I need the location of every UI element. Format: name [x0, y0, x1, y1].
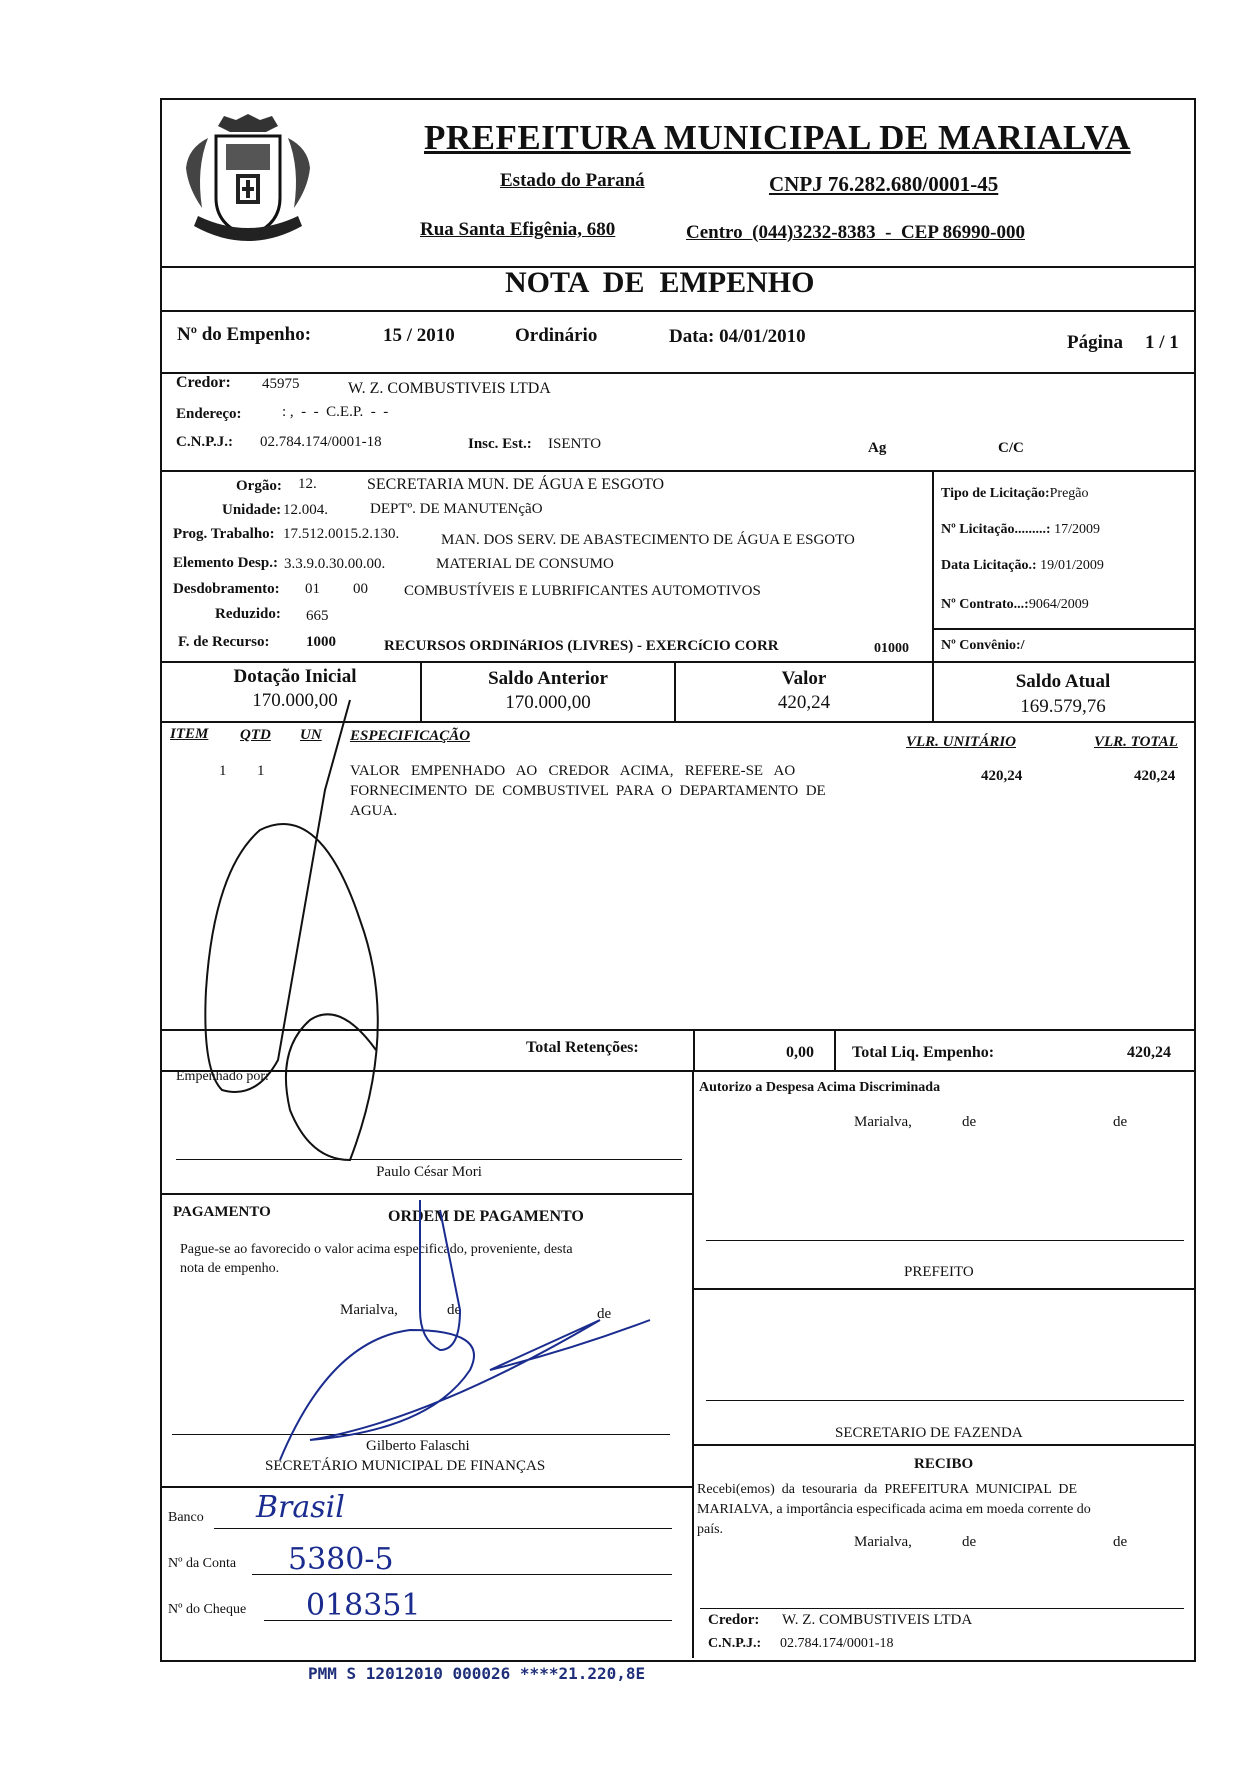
licitacao-num: Nº Licitação.........: 17/2009 — [941, 522, 1100, 537]
pagamento-city: Marialva, — [340, 1302, 398, 1318]
liq-label: Total Liq. Empenho: — [852, 1044, 995, 1061]
reduzido-label: Reduzido: — [215, 606, 281, 622]
credor-label: Credor: — [176, 374, 231, 391]
retencoes-value: 0,00 — [786, 1044, 814, 1061]
licitacao-data: Data Licitação.: 19/01/2009 — [941, 558, 1104, 573]
dotacao-label: Dotação Inicial — [233, 666, 357, 687]
ag-label: Ag — [868, 440, 887, 456]
col-qtd: QTD — [240, 727, 271, 743]
credor-name: W. Z. COMBUSTIVEIS LTDA — [348, 380, 551, 397]
orgao-label: Orgão: — [236, 478, 282, 494]
desd-name: COMBUSTÍVEIS E LUBRIFICANTES AUTOMOTIVOS — [404, 583, 761, 599]
desd-code1: 01 — [305, 581, 320, 597]
prog-label: Prog. Trabalho: — [173, 526, 275, 542]
row-unit: 420,24 — [981, 768, 1023, 784]
state-name: Estado do Paraná — [500, 170, 645, 191]
insc-label: Insc. Est.: — [468, 436, 532, 452]
pagamento-text-2: nota de empenho. — [180, 1261, 280, 1276]
desd-code2: 00 — [353, 581, 368, 597]
licitacao-convenio: Nº Convênio:/ — [941, 638, 1025, 653]
saldo-atual-label: Saldo Atual — [1015, 671, 1111, 692]
address-label: Endereço: — [176, 406, 242, 422]
street-address: Rua Santa Efigênia, 680 — [420, 219, 616, 240]
recibo-text-2: MARIALVA, a importância especificada acima em moeda corrente do — [697, 1502, 1091, 1517]
licitacao-tipo-label: Tipo de Licitação:Pregão — [941, 486, 1089, 501]
unidade-name: DEPTº. DE MANUTENçãO — [370, 501, 543, 517]
autorizo-de1: de — [962, 1114, 977, 1130]
row-spec-2: FORNECIMENTO DE COMBUSTIVEL PARA O DEPARTAMENTO DE — [350, 783, 826, 799]
pagamento-de1: de — [447, 1302, 462, 1318]
page-number: 1 / 1 — [1145, 332, 1179, 353]
row-qtd: 1 — [257, 763, 265, 779]
address-contact: Centro (044)3232-8383 - CEP 86990-000 — [686, 222, 1025, 243]
signer-role: SECRETÁRIO MUNICIPAL DE FINANÇAS — [265, 1458, 546, 1474]
desd-label: Desdobramento: — [173, 581, 280, 597]
signature-paulo — [200, 690, 440, 1170]
recibo-de1: de — [962, 1534, 977, 1550]
credor-address: : , - - C.E.P. - - — [282, 404, 389, 420]
col-total: VLR. TOTAL — [1094, 734, 1178, 750]
prefeitura-title: PREFEITURA MUNICIPAL DE MARIALVA — [424, 118, 1131, 157]
elem-name: MATERIAL DE CONSUMO — [436, 556, 614, 572]
valor-value: 420,24 — [777, 692, 831, 713]
licitacao-contrato: Nº Contrato...:9064/2009 — [941, 597, 1089, 612]
col-spec: ESPECIFICAÇÃO — [350, 728, 471, 744]
cnpj-label: C.N.P.J.: — [176, 434, 233, 450]
autorizo-de2: de — [1113, 1114, 1128, 1130]
unidade-label: Unidade: — [222, 502, 282, 518]
elem-label: Elemento Desp.: — [173, 555, 278, 571]
banco-value: Brasil — [256, 1490, 345, 1525]
document-title: NOTA DE EMPENHO — [505, 266, 815, 299]
prog-code: 17.512.0015.2.130. — [283, 526, 400, 542]
prog-name: MAN. DOS SERV. DE ABASTECIMENTO DE ÁGUA E ESGOTO — [441, 532, 855, 548]
conta-value: 5380-5 — [288, 1542, 394, 1577]
credor-code: 45975 — [262, 376, 300, 392]
autorizo-city: Marialva, — [854, 1114, 912, 1130]
orgao-code: 12. — [298, 476, 317, 492]
recibo-title: RECIBO — [914, 1456, 974, 1472]
row-item: 1 — [219, 763, 227, 779]
valor-label: Valor — [781, 668, 827, 689]
empenho-number: 15 / 2010 — [383, 325, 455, 346]
conta-label: Nº da Conta — [168, 1556, 237, 1571]
recibo-text-1: Recebi(emos) da tesouraria da PREFEITURA MUNICIPAL DE — [697, 1482, 1078, 1497]
empenho-date: Data: 04/01/2010 — [669, 326, 806, 347]
cnpj-prefeitura: CNPJ 76.282.680/0001-45 — [769, 172, 999, 196]
empenho-type: Ordinário — [515, 325, 598, 346]
signature-gilberto — [270, 1180, 680, 1480]
bank-stamp: PMM S 12012010 000026 ****21.220,8E — [308, 1664, 646, 1683]
recurso-name: RECURSOS ORDINáRIOS (LIVRES) - EXERCíCIO CORR — [384, 638, 779, 654]
col-unit: VLR. UNITÁRIO — [906, 734, 1017, 750]
banco-label: Banco — [168, 1510, 204, 1525]
elem-code: 3.3.9.0.30.00.00. — [284, 556, 386, 572]
recibo-text-3: país. — [697, 1522, 724, 1537]
secretario-label: SECRETARIO DE FAZENDA — [835, 1425, 1023, 1441]
empenho-number-label: Nº do Empenho: — [177, 324, 312, 345]
cheque-value: 018351 — [306, 1588, 421, 1623]
ordem-title: ORDEM DE PAGAMENTO — [388, 1208, 584, 1225]
recibo-cnpj-label: C.N.P.J.: — [708, 1636, 762, 1651]
recibo-credor: W. Z. COMBUSTIVEIS LTDA — [782, 1612, 973, 1628]
signer-name: Gilberto Falaschi — [366, 1438, 470, 1454]
saldo-atual-value: 169.579,76 — [1020, 696, 1106, 717]
retencoes-label: Total Retenções: — [526, 1039, 639, 1056]
row-spec-1: VALOR EMPENHADO AO CREDOR ACIMA, REFERE-SE AO — [350, 763, 796, 779]
empenhado-name: Paulo César Mori — [376, 1164, 482, 1180]
pagamento-text-1: Pague-se ao favorecido o valor acima especificado, proveniente, desta — [180, 1242, 573, 1257]
insc-value: ISENTO — [548, 436, 602, 452]
saldo-anterior-label: Saldo Anterior — [488, 668, 608, 689]
recibo-city: Marialva, — [854, 1534, 912, 1550]
unidade-code: 12.004. — [283, 502, 328, 518]
pagamento-title: PAGAMENTO — [173, 1204, 271, 1220]
recurso-code: 1000 — [306, 634, 336, 650]
orgao-name: SECRETARIA MUN. DE ÁGUA E ESGOTO — [367, 476, 665, 493]
recibo-de2: de — [1113, 1534, 1128, 1550]
recibo-cnpj: 02.784.174/0001-18 — [780, 1636, 894, 1651]
pagamento-de2: de — [597, 1306, 612, 1322]
cheque-label: Nº do Cheque — [168, 1602, 247, 1617]
liq-value: 420,24 — [1127, 1044, 1171, 1061]
dotacao-value: 170.000,00 — [252, 690, 338, 711]
recurso-label: F. de Recurso: — [178, 634, 270, 650]
recibo-credor-label: Credor: — [708, 1612, 760, 1628]
prefeito-label: PREFEITO — [904, 1264, 974, 1280]
credor-cnpj: 02.784.174/0001-18 — [260, 434, 382, 450]
autorizo-text: Autorizo a Despesa Acima Discriminada — [699, 1080, 941, 1095]
saldo-anterior-value: 170.000,00 — [505, 692, 591, 713]
row-total: 420,24 — [1134, 768, 1176, 784]
empenhado-label: Empenhado por: — [176, 1069, 269, 1084]
col-item: ITEM — [170, 726, 209, 742]
row-spec-3: AGUA. — [350, 803, 398, 819]
recurso-code2: 01000 — [874, 641, 909, 656]
col-un: UN — [300, 727, 322, 743]
page-label: Página — [1067, 332, 1123, 353]
reduzido-value: 665 — [306, 608, 329, 624]
cc-label: C/C — [998, 440, 1024, 456]
